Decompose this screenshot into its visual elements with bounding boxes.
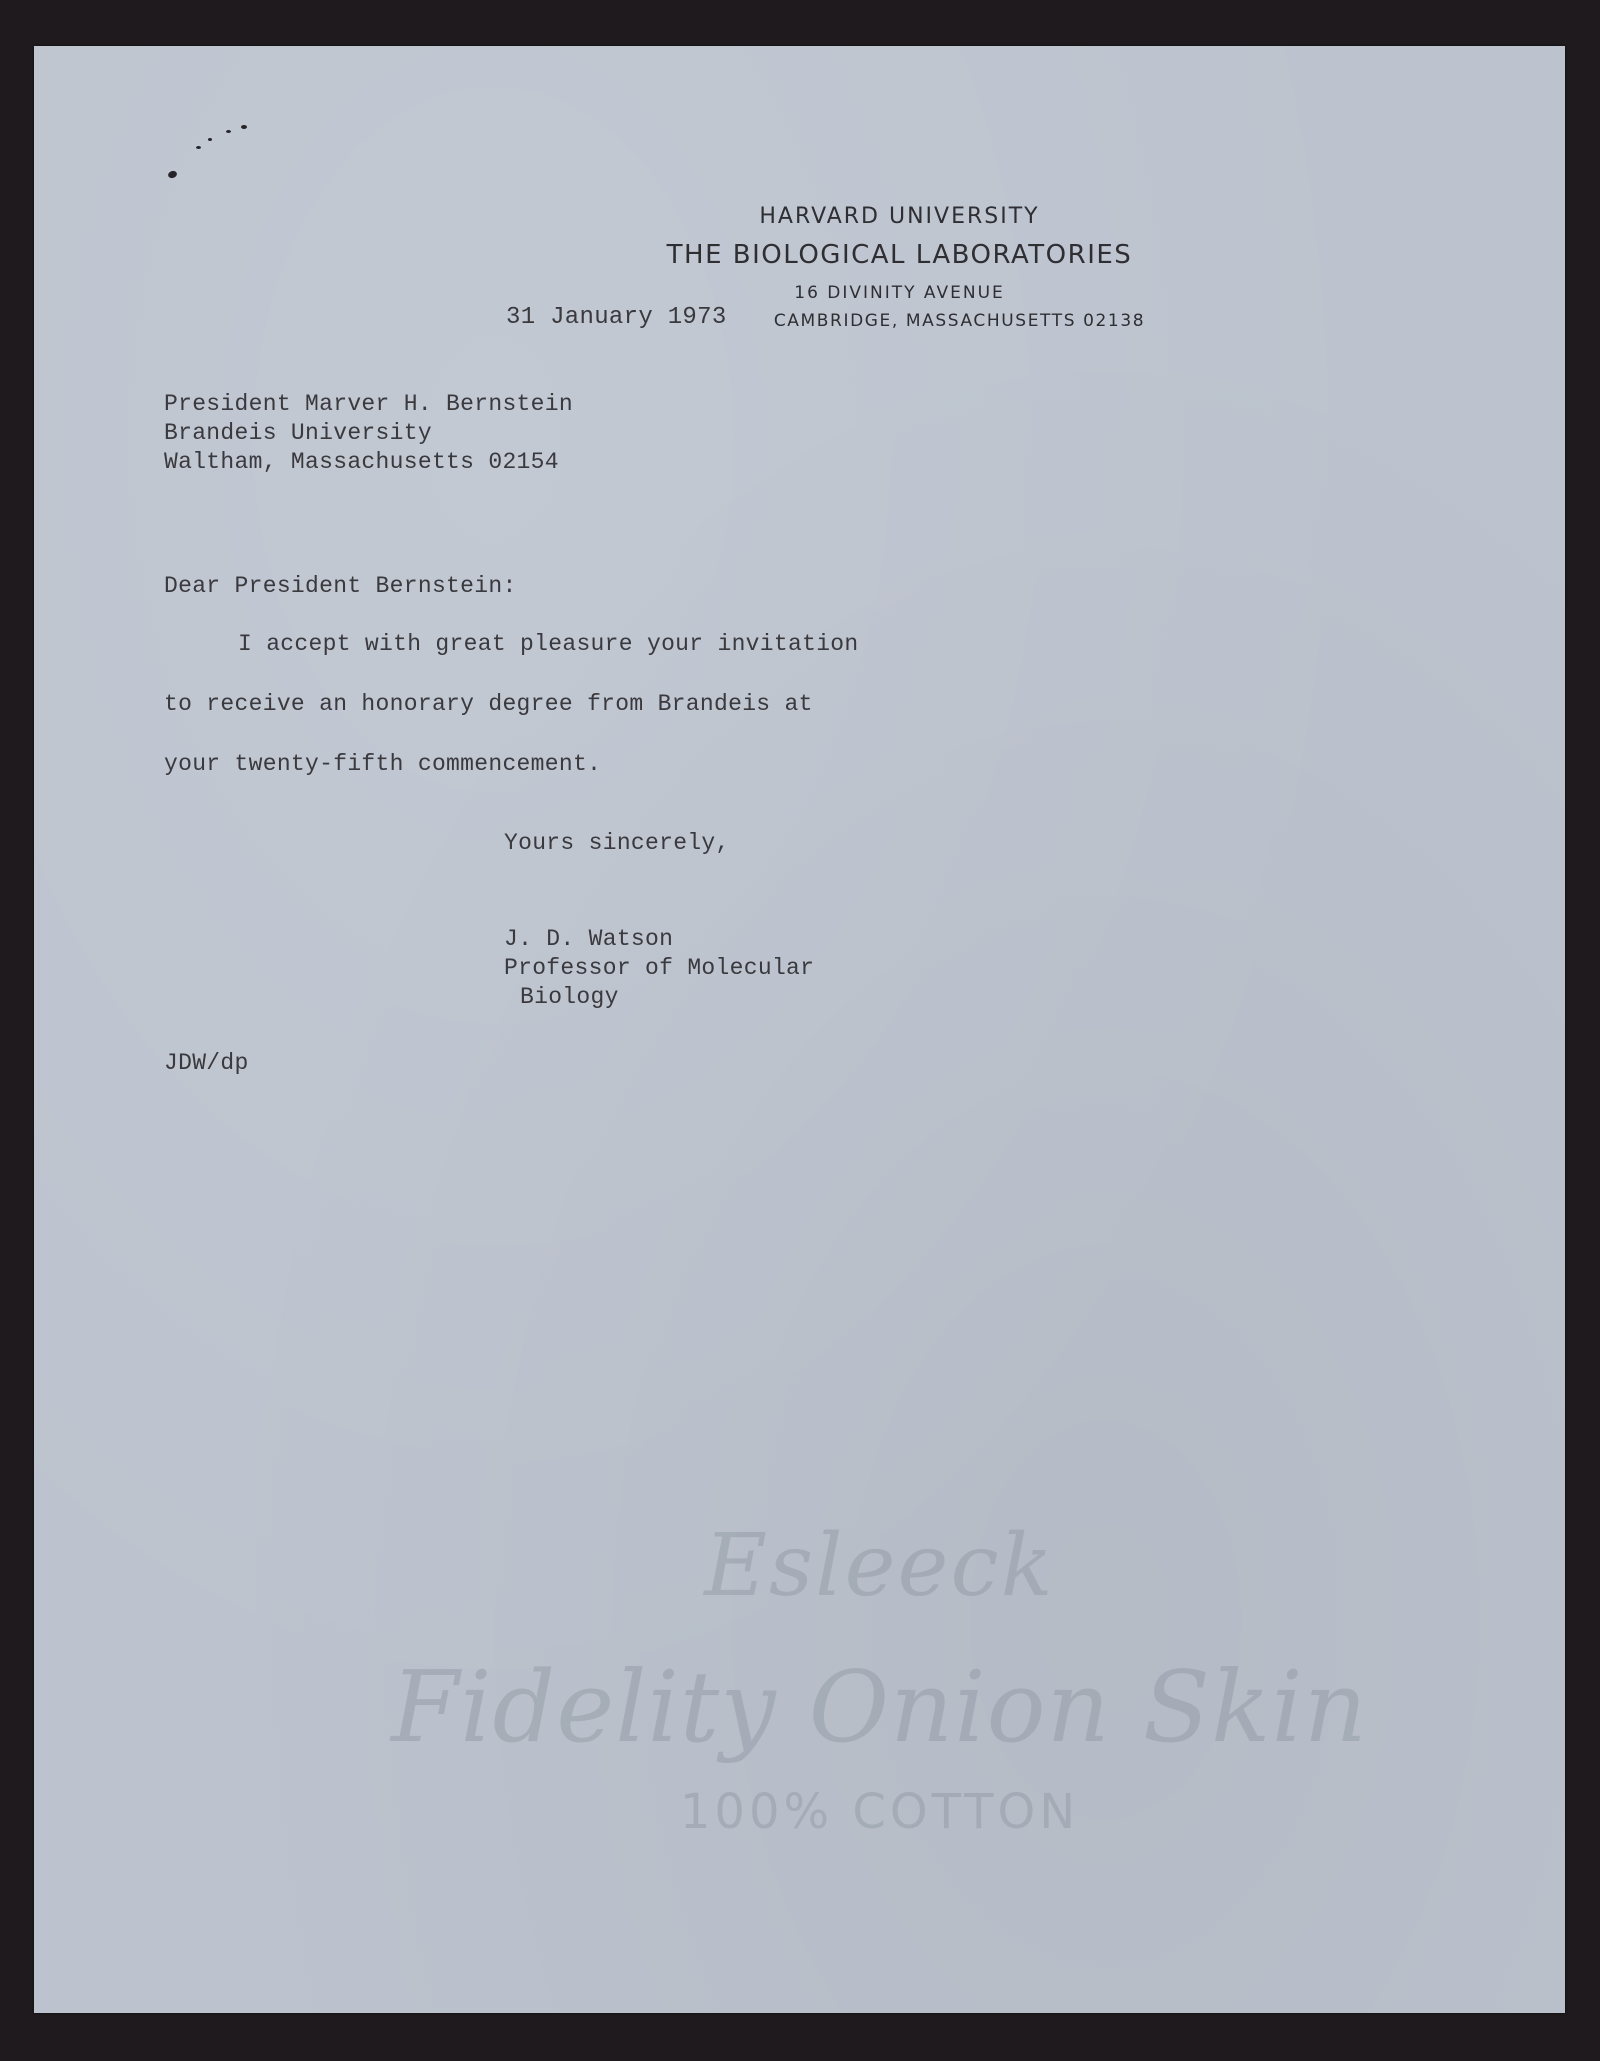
paper-damage-mark [241, 125, 247, 129]
paper-damage-mark [167, 170, 178, 180]
recipient-name: President Marver H. Bernstein [164, 391, 573, 417]
watermark-product: Fidelity Onion Skin [391, 1651, 1368, 1765]
signature-title-continued: Biology [520, 984, 619, 1010]
reference-initials: JDW/dp [164, 1050, 249, 1076]
letterhead-street: 16 DIVINITY AVENUE [794, 283, 1005, 303]
letter-date: 31 January 1973 [506, 304, 727, 331]
signature-title: Professor of Molecular [504, 955, 815, 981]
closing: Yours sincerely, [504, 830, 730, 856]
salutation: Dear President Bernstein: [164, 573, 517, 599]
letterhead-city: CAMBRIDGE, MASSACHUSETTS 02138 [773, 311, 1146, 331]
recipient-city: Waltham, Massachusetts 02154 [164, 449, 559, 475]
body-line: I accept with great pleasure your invitation [238, 631, 859, 657]
signature-name: J. D. Watson [504, 926, 674, 952]
watermark-material: 100% COTTON [679, 1784, 1080, 1840]
paper-damage-mark [208, 138, 212, 141]
paper-damage-mark [196, 146, 201, 149]
recipient-institution: Brandeis University [164, 420, 432, 446]
body-line: your twenty-fifth commencement. [164, 751, 602, 777]
letterhead-department: THE BIOLOGICAL LABORATORIES [666, 240, 1133, 270]
letterhead-university: HARVARD UNIVERSITY [759, 204, 1040, 229]
body-line: to receive an honorary degree from Brandeis at [164, 691, 813, 717]
letter-page [34, 46, 1565, 2013]
paper-damage-mark [226, 130, 231, 133]
watermark-brand: Esleeck [704, 1516, 1055, 1616]
